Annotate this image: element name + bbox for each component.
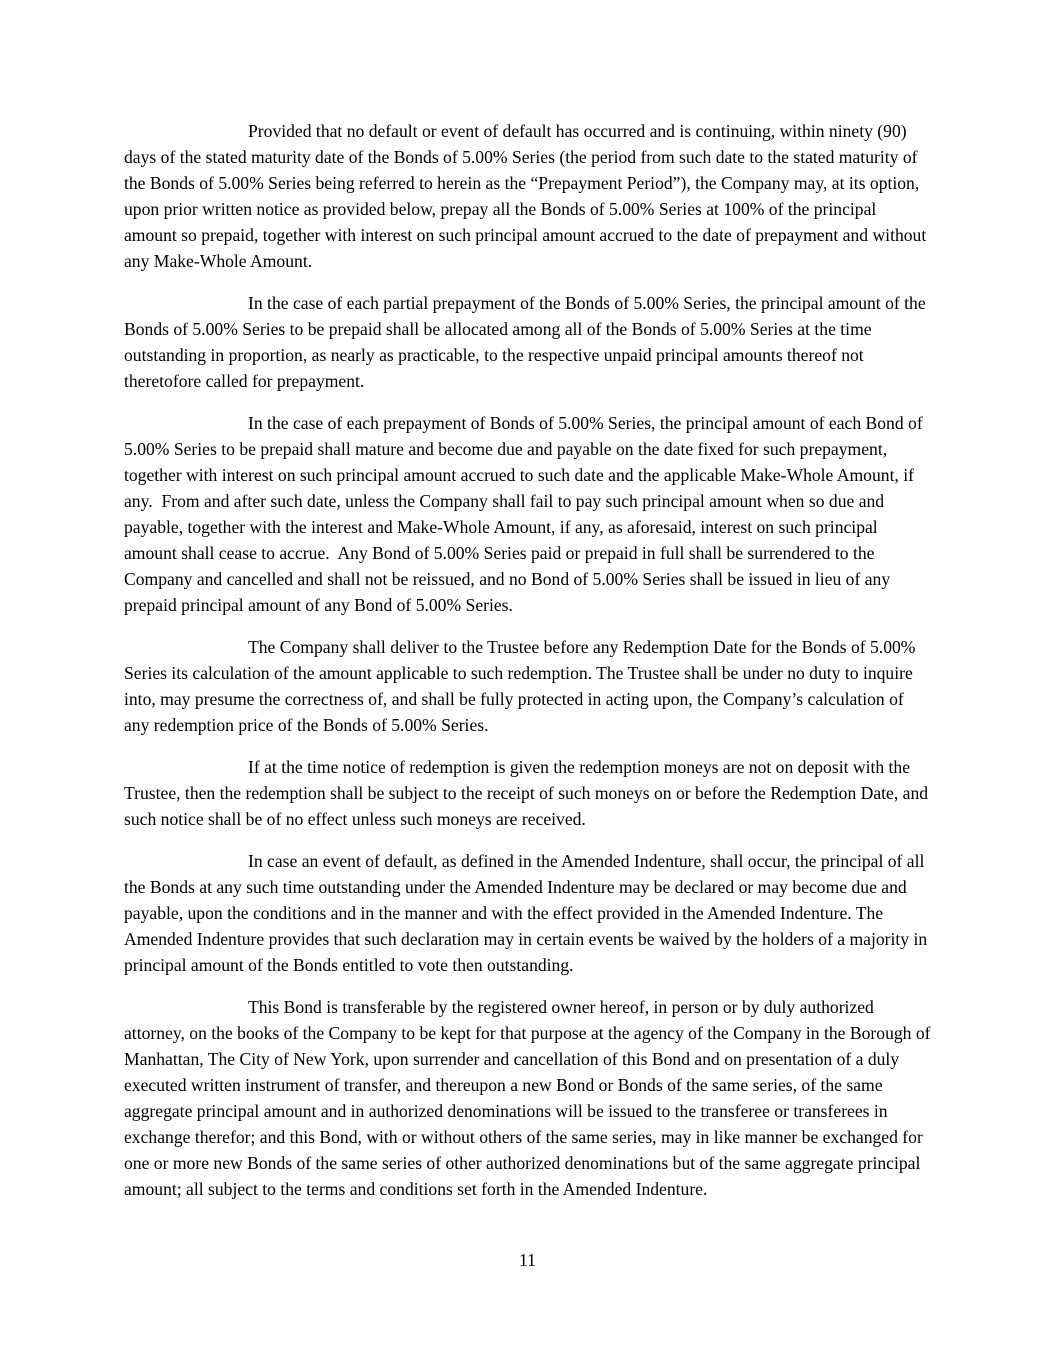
paragraph-bond-transferability: This Bond is transferable by the registered owner hereof, in person or by duly authorized attorney, on the books of the Company to be kept for that purpose at the agency of the Company in the Borough of Manhattan, The City of New York, upon surrender and cancellation of this Bond and on presentation of a duly executed written instrument of transfer, and thereupon a new Bond or Bonds of the same series, of the same aggregate principal amount and in authorized denominations will be issued to the transferee or transferees in exchange therefor; and this Bond, with or without others of the same series, may in like manner be exchanged for one or more new Bonds of the same series of other authorized denominations but of the same aggregate principal amount; all subject to the terms and conditions set forth in the Amended Indenture. xyxy=(124,997,935,1199)
paragraph-event-of-default: In case an event of default, as defined in the Amended Indenture, shall occur, the principal of all the Bonds at any such time outstanding under the Amended Indenture may be declared or may become due and payable, upon the conditions and in the manner and with the effect provided in the Amended Indenture. The Amended Indenture provides that such declaration may in certain events be waived by the holders of a majority in principal amount of the Bonds entitled to vote then outstanding. xyxy=(124,851,932,975)
document-body xyxy=(124,118,933,1218)
paragraph-prepayment-maturity: In the case of each prepayment of Bonds of 5.00% Series, the principal amount of each Bond of 5.00% Series to be prepaid shall mature and become due and payable on the date fixed for such prepayment, together with interest on such principal amount accrued to such date and the applicable Make-Whole Amount, if any. From and after such date, unless the Company shall fail to pay such principal amount when so due and payable, together with the interest and Make-Whole Amount, if any, as aforesaid, interest on such principal amount shall cease to accrue. Any Bond of 5.00% Series paid or prepaid in full shall be surrendered to the Company and cancelled and shall not be reissued, and no Bond of 5.00% Series shall be issued in lieu of any prepaid principal amount of any Bond of 5.00% Series. xyxy=(124,413,928,615)
paragraph-redemption-moneys: If at the time notice of redemption is given the redemption moneys are not on deposit with the Trustee, then the redemption shall be subject to the receipt of such moneys on or before the Redemption Date, and such notice shall be of no effect unless such moneys are received. xyxy=(124,757,933,829)
page-number: 11 xyxy=(519,1250,536,1270)
paragraph-trustee-calculation: The Company shall deliver to the Trustee before any Redemption Date for the Bonds of 5.00% Series its calculation of the amount applicable to such redemption. The Trustee shall be under no duty to inquire into, may presume the correctness of, and shall be fully protected in acting upon, the Company’s calculation of any redemption price of the Bonds of 5.00% Series. xyxy=(124,637,920,735)
paragraph-partial-prepayment: In the case of each partial prepayment of the Bonds of 5.00% Series, the principal amount of the Bonds of 5.00% Series to be prepaid shall be allocated among all of the Bonds of 5.00% Series at the time outstanding in proportion, as nearly as practicable, to the respective unpaid principal amounts thereof not theretofore called for prepayment. xyxy=(124,293,931,391)
paragraph-prepayment-period: Provided that no default or event of default has occurred and is continuing, within ninety (90) days of the stated maturity date of the Bonds of 5.00% Series (the period from such date to the stated maturity of the Bonds of 5.00% Series being referred to herein as the “Prepayment Period”), the Company may, at its option, upon prior written notice as provided below, prepay all the Bonds of 5.00% Series at 100% of the principal amount so prepaid, together with interest on such principal amount accrued to the date of prepayment and without any Make-Whole Amount. xyxy=(124,121,931,271)
